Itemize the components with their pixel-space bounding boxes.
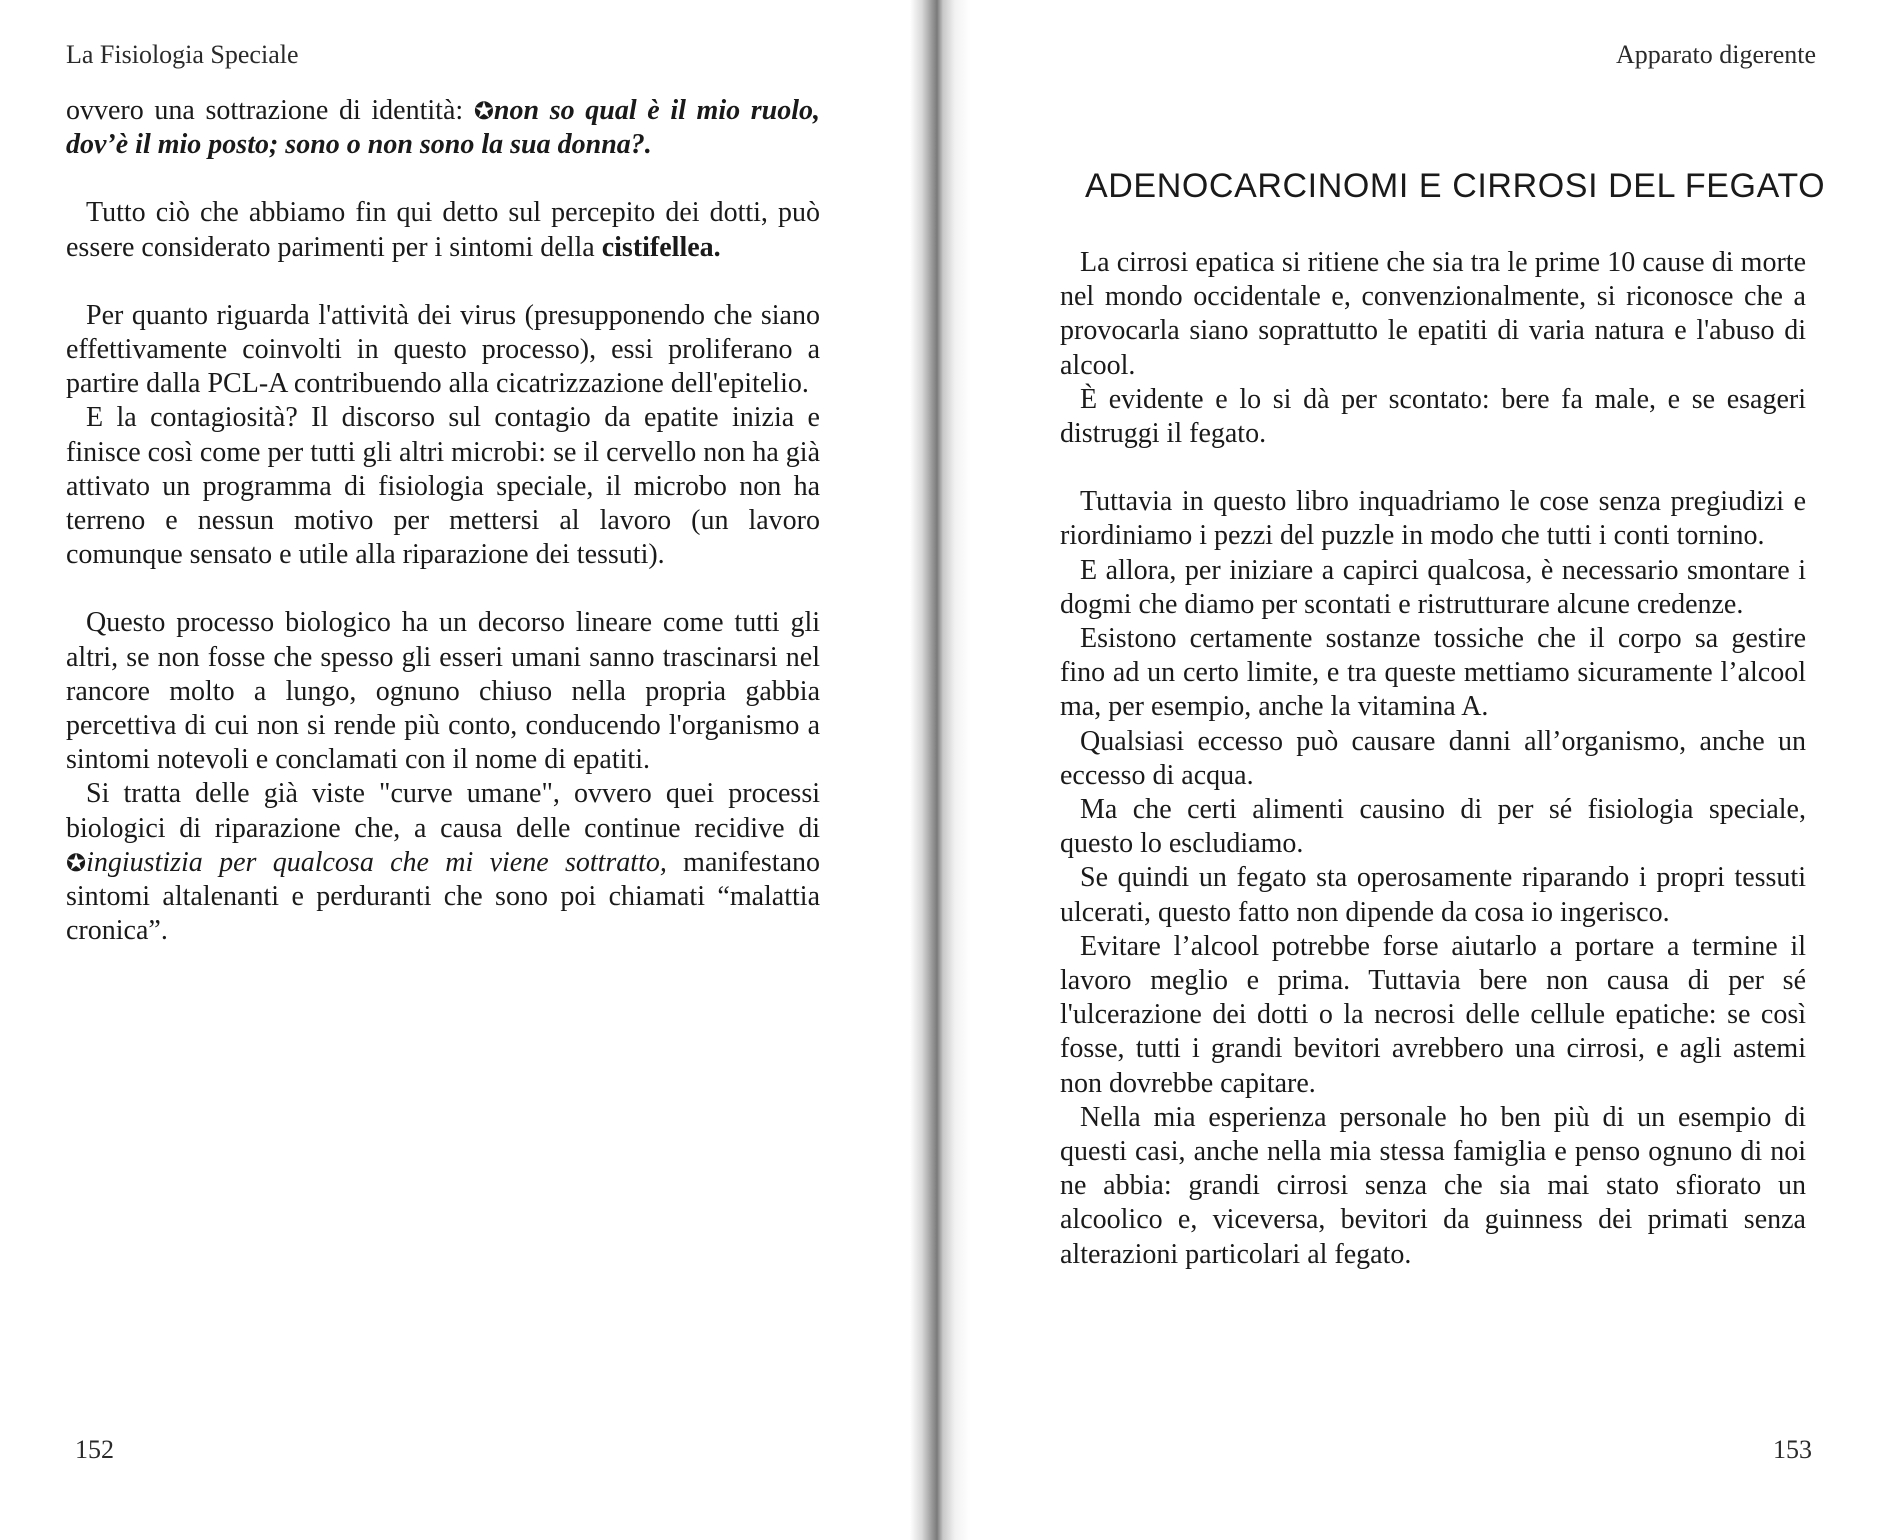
paragraph-biological-process: Questo processo biologico ha un decorso lineare come tutti gli altri, se non fosse che spesso gli esseri umani sanno trascinarsi nel rancore molto a lungo, ognuno chiuso nella propria gabbia percettiva di cui non si rende più conto, conducendo l'organismo a sintomi notevoli e conclamati con il nome di epatiti. [66, 607, 820, 776]
paragraph-text: Si tratta delle già viste "curve umane", ovvero quei processi biologici di riparazione che, a causa delle continue recidive di [66, 778, 820, 844]
paragraph-toxic-substances: Esistono certamente sostanze tossiche che il corpo sa gestire fino ad un certo limite, e tra queste mettiamo sicuramente l’alcool ma, per esempio, anche la vitamina A. [1060, 623, 1806, 723]
paragraph-any-excess: Qualsiasi eccesso può causare danni all’organismo, anche un eccesso di acqua. [1060, 725, 1806, 791]
paragraph-no-prejudice: Tuttavia in questo libro inquadriamo le cose senza pregiudizi e riordiniamo i pezzi del puzzle in modo che tutti i conti tornino. [1060, 486, 1806, 552]
paragraph-foods: Ma che certi alimenti causino di per sé fisiologia speciale, questo lo escludiamo. [1060, 794, 1806, 860]
paragraph-contagion: E la contagiosità? Il discorso sul contagio da epatite inizia e finisce così come per tutti gli altri microbi: se il cervello non ha già attivato un programma di fisiologia speciale, il microbo non ha terreno e nessun motivo per mettersi al lavoro (un lavoro comunque sensato e utile alla riparazione dei tessuti). [66, 402, 820, 571]
paragraph-identity-quote [66, 94, 820, 162]
right-page [952, 0, 1892, 1540]
paragraph-personal-experience: Nella mia esperienza personale ho ben più di un esempio di questi casi, anche nella mia stessa famiglia e penso ognuno di noi ne abbia: grandi cirrosi senza che sia mai stato sfiorato un alcoolico e, viceversa, bevitori da guinness dei primati senza alterazioni particolari al fegato. [1060, 1101, 1806, 1270]
paragraph-obvious: È evidente e lo si dà per scontato: bere fa male, e se esageri distruggi il fegato. [1060, 383, 1806, 450]
chapter-title: ADENOCARCINOMI E CIRROSI DEL FEGATO [1085, 167, 1826, 205]
star-marker-icon: ✪ [66, 848, 87, 877]
right-page-body [1060, 246, 1806, 1272]
paragraph-text: manifestano sintomi altalenanti e perduranti che sono poi chiamati “malattia cronica”. [66, 846, 821, 947]
page-number-right: 153 [1773, 1435, 1812, 1464]
quote-end: . [644, 129, 652, 161]
running-head-right: Apparato digerente [1616, 40, 1816, 69]
left-page-body [66, 94, 820, 948]
paragraph-dogmas: E allora, per iniziare a capirci qualcosa, è necessario smontare i dogmi che diamo per scontati e ristrutturare alcune credenze. [1060, 554, 1806, 620]
left-page [0, 0, 940, 1540]
italic-perception: ingiustizia per qualcosa che mi viene sottratto, [86, 846, 667, 878]
quoted-perception: non so qual è il mio ruolo, dov’è il mio posto; sono o non sono la sua donna? [66, 95, 821, 161]
paragraph-cistifellea [66, 196, 820, 264]
running-head-left: La Fisiologia Speciale [66, 40, 299, 69]
star-marker-icon: ✪ [473, 97, 494, 125]
paragraph-human-curves [66, 777, 820, 948]
paragraph-liver-repair: Se quindi un fegato sta operosamente riparando i propri tessuti ulcerati, questo fatto non dipende da cosa io ingerisco. [1060, 862, 1806, 928]
page-number-left: 152 [75, 1435, 114, 1464]
paragraph-text: Tutto ciò che abbiamo fin qui detto sul percepito dei dotti, può essere considerato parimenti per i sintomi della [66, 197, 820, 263]
paragraph-virus: Per quanto riguarda l'attività dei virus (presupponendo che siano effettivamente coinvolti in questo processo), essi proliferano a partire dalla PCL-A contribuendo alla cicatrizzazione dell'epitelio. [66, 299, 820, 400]
paragraph-avoid-alcohol: Evitare l’alcool potrebbe forse aiutarlo a portare a termine il lavoro meglio e prima. Tuttavia bere non causa di per sé l'ulcerazione dei dotti o la necrosi delle cellule epatiche: se così fosse, tutti i grandi bevitori avrebbero una cirrosi, e agli astemi non dovrebbe capitare. [1060, 930, 1806, 1099]
paragraph-text: ovvero una sottrazione di identità: [66, 95, 474, 126]
paragraph-cirrhosis-intro: La cirrosi epatica si ritiene che sia tra le prime 10 cause di morte nel mondo occidentale e, convenzionalmente, si riconosce che a provocarla siano soprattutto le epatiti di varia natura e l'abuso di alcool. [1060, 247, 1806, 381]
bold-term: cistifellea. [601, 231, 721, 263]
